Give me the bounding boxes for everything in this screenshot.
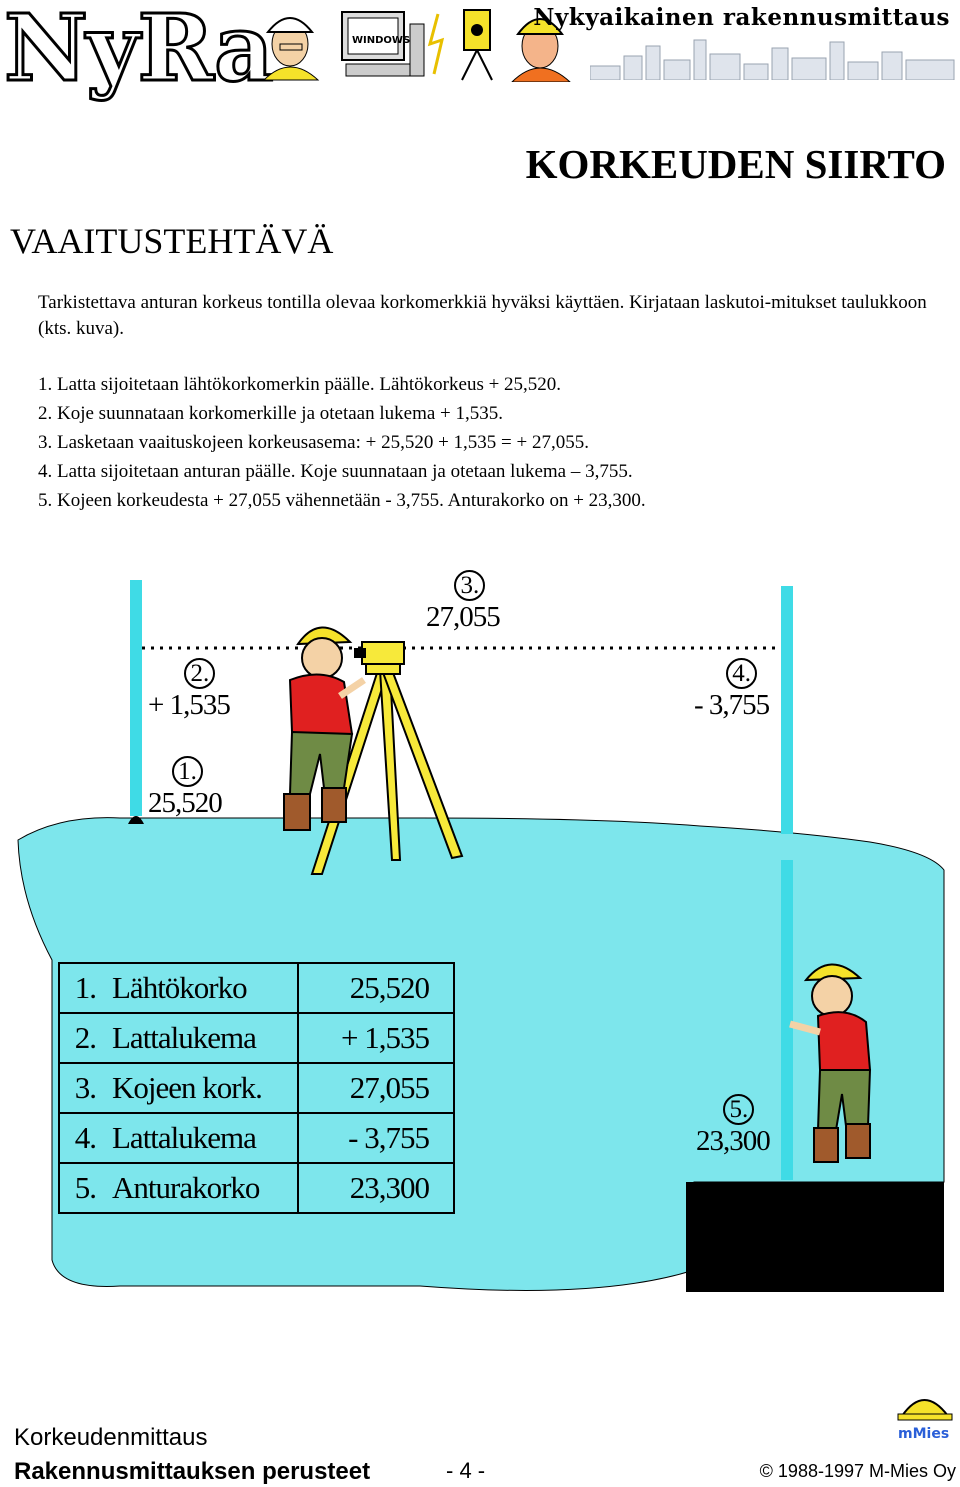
row-label: Lähtökorko (104, 963, 298, 1013)
step-number-badge: 2. (184, 658, 215, 689)
row-label: Lattalukema (104, 1113, 298, 1163)
page-number: - 4 - (446, 1458, 486, 1483)
footing-block (686, 1182, 944, 1292)
step-item: 3. Lasketaan vaaituskojeen korkeusasema: + 25,520 + 1,535 = + 27,055. (38, 432, 589, 453)
step-item: 4. Latta sijoitetaan anturan päälle. Koje suunnataan ja otetaan lukema – 3,755. (38, 461, 633, 482)
calculation-table (58, 962, 455, 1214)
row-number: 4. (59, 1113, 104, 1163)
row-label: Kojeen kork. (104, 1063, 298, 1113)
label-value: 27,055 (426, 601, 500, 633)
table-row (59, 1013, 454, 1063)
step-number-badge: 4. (726, 658, 757, 689)
row-value: 25,520 (298, 963, 454, 1013)
row-label: Anturakorko (104, 1163, 298, 1213)
step-list (38, 370, 646, 515)
table-row (59, 1063, 454, 1113)
windows-label: WINDOWS (352, 35, 411, 46)
step-item: 2. Koje suunnataan korkomerkille ja otetaan lukema + 1,535. (38, 403, 503, 424)
leveling-staff-footing (781, 860, 793, 1180)
row-value: - 3,755 (298, 1113, 454, 1163)
table-row (59, 963, 454, 1013)
step-number-badge: 1. (172, 756, 203, 787)
step-item: 5. Kojeen korkeudesta + 27,055 vähennetään - 3,755. Anturakorko on + 23,300. (38, 490, 646, 511)
label-value: - 3,755 (694, 689, 770, 721)
engineer-portrait-icon (264, 18, 318, 80)
page-title: KORKEUDEN SIIRTO (525, 141, 946, 187)
row-value: + 1,535 (298, 1013, 454, 1063)
benchmark-marker (128, 816, 144, 824)
mmies-logo (894, 1384, 954, 1442)
label-1 (148, 756, 222, 820)
step-number-badge: 3. (454, 570, 485, 601)
total-station-icon (462, 10, 492, 80)
label-value: 25,520 (148, 787, 222, 819)
row-value: 27,055 (298, 1063, 454, 1113)
computer-icon (342, 12, 424, 76)
label-value: + 1,535 (148, 689, 230, 721)
surveyor-figure-icon (284, 627, 364, 830)
section-subtitle: VAAITUSTEHTÄVÄ (10, 221, 334, 261)
row-number: 5. (59, 1163, 104, 1213)
nyra-logo: NyRa (4, 0, 272, 102)
row-number: 3. (59, 1063, 104, 1113)
leveling-staff-left (130, 580, 142, 816)
leveling-staff-right (781, 586, 793, 834)
brand-text: mMies (898, 1426, 950, 1442)
row-number: 1. (59, 963, 104, 1013)
table-row (59, 1163, 454, 1213)
label-5 (696, 1094, 770, 1158)
lightning-icon (430, 14, 442, 74)
label-2 (148, 658, 230, 722)
row-label: Lattalukema (104, 1013, 298, 1063)
intro-paragraph: Tarkistettava anturan korkeus tontilla olevaa korkomerkkiä hyväksi käyttäen. Kirjataan laskutoi-mitukset taulukkoon (kts. kuva). (38, 292, 927, 339)
label-4 (694, 658, 769, 722)
banner-tagline: Nykyaikainen rakennusmittaus (533, 4, 950, 31)
step-number-badge: 5. (723, 1094, 754, 1125)
copyright: © 1988-1997 M-Mies Oy (759, 1461, 956, 1481)
label-3 (426, 570, 500, 634)
row-number: 2. (59, 1013, 104, 1063)
step-item: 1. Latta sijoitetaan lähtökorkomerkin päälle. Lähtökorkeus + 25,520. (38, 374, 562, 395)
city-skyline-icon (590, 36, 956, 80)
footer-book-title: Rakennusmittauksen perusteet (14, 1458, 371, 1485)
table-row (59, 1113, 454, 1163)
footer-subject: Korkeudenmittaus (14, 1424, 208, 1451)
row-value: 23,300 (298, 1163, 454, 1213)
label-value: 23,300 (696, 1125, 770, 1157)
